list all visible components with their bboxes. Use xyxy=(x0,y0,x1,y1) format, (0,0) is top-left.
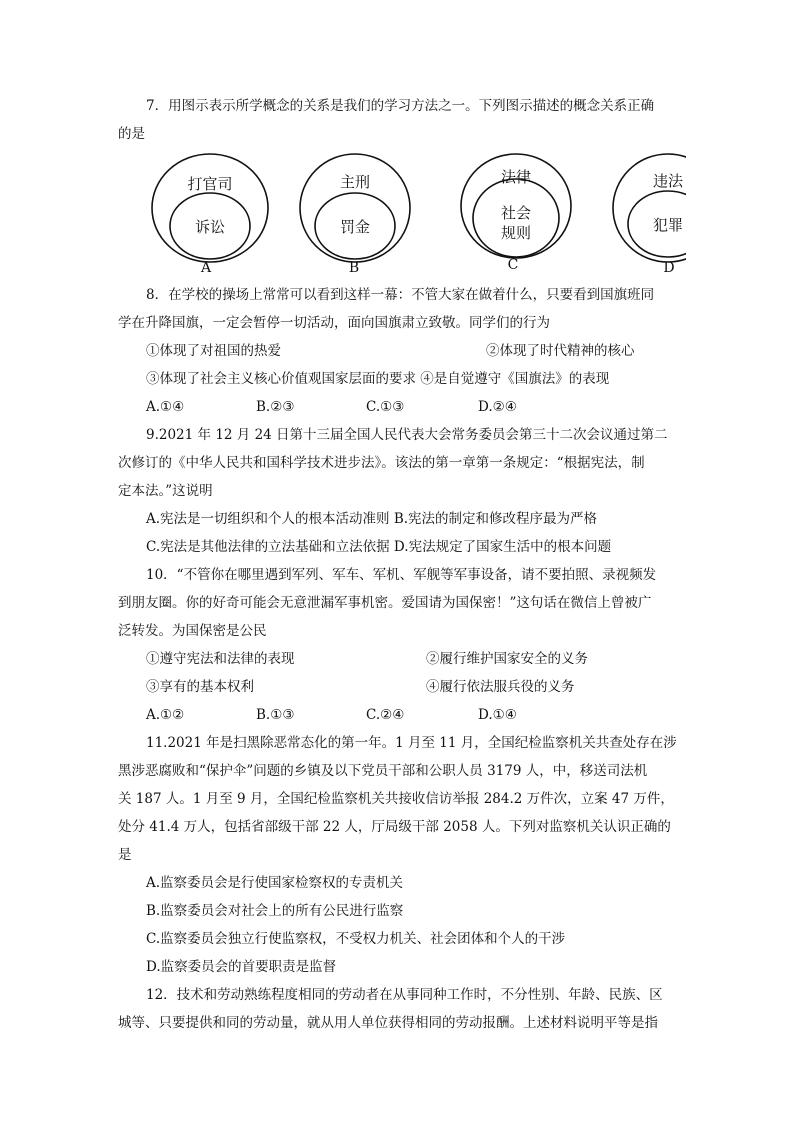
question-9-stem-cont2: 定本法。”这说明 xyxy=(118,483,213,499)
question-10-stem: 10．“不管你在哪里遇到军列、军车、军机、军舰等军事设备，请不要拍照、录视频发 xyxy=(146,567,657,583)
concept-diagrams-svg xyxy=(146,152,686,275)
diagram-b-outer-circle xyxy=(300,154,410,262)
diagram-c-inner-text-line2: 规则 xyxy=(500,224,532,242)
diagram-d xyxy=(613,154,686,275)
diagram-a-outer-circle xyxy=(152,154,268,262)
question-11 xyxy=(118,729,678,981)
question-12-stem-cont: 城等、只要提供和同的劳动量，就从用人单位获得相同的劳动报酬。上述材料说明平等是指 xyxy=(118,1015,658,1031)
diagram-b xyxy=(300,154,410,275)
question-7 xyxy=(118,92,684,275)
question-10-choice-d[interactable]: D.①④ xyxy=(478,707,517,723)
diagram-a xyxy=(152,154,268,275)
question-10-items-row1 xyxy=(118,645,678,673)
question-11-stem: 11.2021 年是扫黑除恶常态化的第一年。1 月至 11 月，全国纪检监察机关共查处存在涉 xyxy=(146,735,677,751)
question-8-choice-d[interactable]: D.②④ xyxy=(478,399,517,415)
question-12 xyxy=(118,981,678,1037)
question-9-stem: 9.2021 年 12 月 24 日第十三届全国人民代表大会常务委员会第三十二次会议通过第二 xyxy=(146,427,668,443)
question-8 xyxy=(118,281,678,421)
question-8-stem: 8．在学校的操场上常常可以看到这样一幕：不管大家在做着什么，只要看到国旗班同 xyxy=(146,287,655,303)
question-content xyxy=(118,92,684,1037)
question-8-item-2: ②体现了时代精神的核心 xyxy=(486,343,635,359)
question-9-options-ab[interactable]: A.宪法是一切组织和个人的根本活动准则 B.宪法的制定和修改程序最为严格 xyxy=(146,511,598,527)
question-11-option-a[interactable]: A.监察委员会是行使国家检察权的专责机关 xyxy=(146,875,404,891)
question-11-option-b[interactable]: B.监察委员会对社会上的所有公民进行监察 xyxy=(146,903,404,919)
diagram-a-label: A xyxy=(200,260,212,275)
diagram-b-outer-text: 主刑 xyxy=(339,173,371,191)
question-10-item-2: ②履行维护国家安全的义务 xyxy=(426,651,588,667)
question-10-choice-c[interactable]: C.②④ xyxy=(366,707,405,723)
question-7-stem: 7．用图示表示所学概念的关系是我们的学习方法之一。下列图示描述的概念关系正确 xyxy=(146,98,655,114)
question-9-stem-cont: 次修订的《中华人民共和国科学技术进步法》。该法的第一章第一条规定：“根据宪法，制 xyxy=(118,455,645,471)
diagram-d-inner-text: 犯罪 xyxy=(652,216,684,234)
diagram-b-label: B xyxy=(348,260,360,275)
question-7-stem-cont: 的是 xyxy=(118,126,145,142)
diagram-d-label: D xyxy=(663,260,675,275)
question-10 xyxy=(118,561,678,729)
question-11-stem-cont2: 关 187 人。1 月至 9 月，全国纪检监察机关共接收信访举报 284.2 万件次，立案 47 万件， xyxy=(118,791,674,807)
question-11-option-d[interactable]: D.监察委员会的首要职责是监督 xyxy=(146,959,337,975)
question-8-stem-cont: 学在升降国旗，一定会暂停一切活动，面向国旗肃立致敬。同学们的行为 xyxy=(118,315,550,331)
question-10-choice-b[interactable]: B.①③ xyxy=(256,707,295,723)
diagram-a-outer-text: 打官司 xyxy=(187,175,233,193)
diagram-d-outer-circle xyxy=(613,154,686,262)
question-11-stem-cont4: 是 xyxy=(118,847,132,863)
question-11-stem-cont3: 处分 41.4 万人，包括省部级干部 22 人，厅局级干部 2058 人。下列对监察机关认识正确的 xyxy=(118,819,671,835)
diagram-c-outer-text: 法律 xyxy=(500,168,532,186)
question-10-choice-a[interactable]: A.①② xyxy=(146,707,185,723)
question-10-items-row2 xyxy=(118,673,678,701)
question-9-options-cd[interactable]: C.宪法是其他法律的立法基础和立法依据 D.宪法规定了国家生活中的根本问题 xyxy=(146,539,612,555)
diagram-b-inner-text: 罚金 xyxy=(339,218,371,236)
concept-diagrams xyxy=(118,152,684,275)
question-8-items-row2: ③体现了社会主义核心价值观国家层面的要求 ④是自觉遵守《国旗法》的表现 xyxy=(146,371,610,387)
question-9 xyxy=(118,421,678,561)
question-8-choice-c[interactable]: C.①③ xyxy=(366,399,405,415)
diagram-c-label: C xyxy=(507,257,519,273)
question-12-stem: 12．技术和劳动熟练程度相同的劳动者在从事同种工作时，不分性别、年龄、民族、区 xyxy=(146,987,663,1003)
question-8-choice-b[interactable]: B.②③ xyxy=(256,399,295,415)
question-8-item-1: ①体现了对祖国的热爱 xyxy=(146,343,281,359)
question-11-option-c[interactable]: C.监察委员会独立行使监察权，不受权力机关、社会团体和个人的干涉 xyxy=(146,931,566,947)
question-11-stem-cont: 黑涉恶腐败和“保护伞”问题的乡镇及以下党员干部和公职人员 3179 人，中，移送司法机 xyxy=(118,763,648,779)
question-10-stem-cont: 到朋友圈。你的好奇可能会无意泄漏军事机密。爱国请为国保密！”这句话在微信上曾被广 xyxy=(118,595,652,611)
diagram-c xyxy=(461,154,571,273)
question-8-choices xyxy=(118,393,678,421)
diagram-a-inner-text: 诉讼 xyxy=(194,218,226,236)
question-10-choices xyxy=(118,701,678,729)
diagram-d-outer-text: 违法 xyxy=(652,172,684,190)
question-10-stem-cont2: 泛转发。为国保密是公民 xyxy=(118,623,267,639)
question-8-choice-a[interactable]: A.①④ xyxy=(146,399,185,415)
question-10-item-4: ④履行依法服兵役的义务 xyxy=(426,679,575,695)
question-10-item-3: ③享有的基本权利 xyxy=(146,679,254,695)
diagram-c-inner-text-line1: 社会 xyxy=(500,204,532,222)
question-8-items-row1 xyxy=(118,337,678,365)
question-10-item-1: ①遵守宪法和法律的表现 xyxy=(146,651,295,667)
